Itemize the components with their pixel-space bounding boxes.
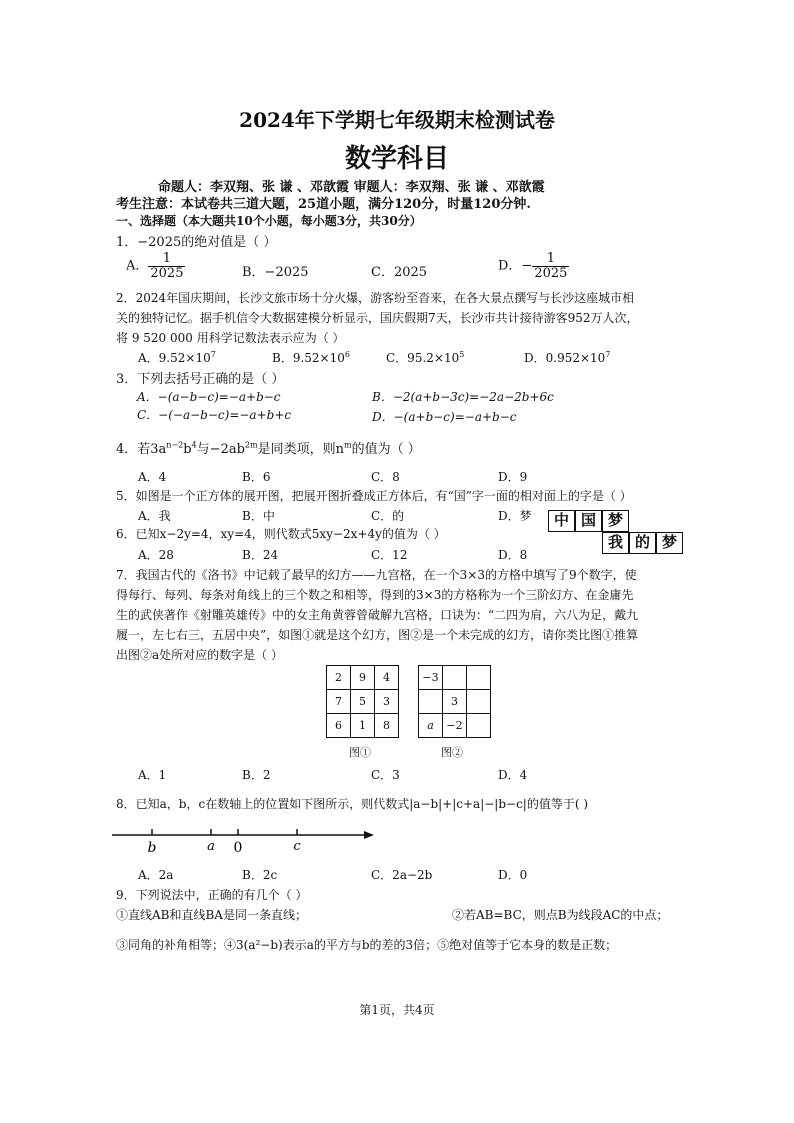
q3-option-a: A．−(a−b−c)=−a+b−c: [137, 390, 281, 404]
q2-option-a: A．$9.52\times 10^7$: [138, 350, 216, 365]
number-line: [110, 823, 380, 855]
q8-option-c: C．2a−2b: [371, 868, 433, 882]
q7-line-4: 履一，左七右三，五居中央”，如图①就是这个幻方，图②是一个未完成的幻方，请你类比图①推算: [116, 628, 639, 642]
q7-option-c: C．3: [371, 768, 400, 782]
grid2-cell: [467, 714, 491, 738]
grid1-cell: 4: [375, 666, 399, 690]
grid2-cell: [443, 666, 467, 690]
net-cell-top-3: 梦: [602, 510, 629, 532]
q7-option-a: A．1: [138, 768, 167, 782]
q1-option-d: D．− $\frac{1}{2025}$: [498, 251, 568, 281]
magic-square-figure-2: [418, 665, 491, 738]
net-cell-bottom-1: 我: [602, 532, 629, 554]
grid2-cell: [419, 690, 443, 714]
q1-option-a: A． $\frac{1}{2025}$: [126, 251, 184, 281]
grid1-cell: 8: [375, 714, 399, 738]
q2-line-2: 关的独特记忆。据手机信令大数据建模分析显示，国庆假期7天，长沙市共计接待游客952万人次，: [116, 311, 639, 325]
q9-item-3: ③同角的补角相等；④3(a²−b)表示a的平方与b的差的3倍；⑤绝对值等于它本身的数是正数；: [116, 938, 618, 952]
q2-option-d: D．$0.952\times 10^7$: [524, 350, 611, 365]
grid2-cell: 3: [443, 690, 467, 714]
section-heading: 一、选择题（本大题共10个小题，每小题3分，共30分）: [116, 214, 422, 228]
net-cell-bottom-2: 的: [629, 532, 656, 554]
q6-stem: 6．已知x−2y=4，xy=4，则代数式5xy−2x+4y的值为（ ）: [116, 527, 446, 541]
q7-line-5: 出图②a处所对应的数字是（ ）: [116, 648, 283, 662]
q4-option-c: C．8: [371, 470, 400, 484]
exam-title: 2024年下学期七年级期末检测试卷: [239, 108, 555, 132]
q4-option-a: A．4: [138, 470, 167, 484]
q8-option-d: D．0: [498, 868, 528, 882]
q1-option-b: B．−2025: [242, 265, 309, 280]
grid1-cell: 6: [327, 714, 351, 738]
q2-option-b: B．$9.52\times 10^6$: [272, 350, 350, 365]
grid1-cell: 7: [327, 690, 351, 714]
q3-option-d: D．−(a+b−c)=−a+b−c: [372, 410, 517, 424]
q4-stem: 4．若$3a^{n-2}b^4$与$-2ab^{2m}$是同类项，则$n^m$的值为（ ）: [116, 440, 421, 457]
grid1-cell: 1: [351, 714, 375, 738]
grid2-cell: a: [419, 714, 443, 738]
q7-line-3: 生的武侠著作《射雕英雄传》中的女主角黄蓉曾破解九宫格，口诀为：“二四为肩，六八为足，戴九: [116, 608, 639, 622]
q4-option-d: D．9: [498, 470, 528, 484]
q9-stem: 9．下列说法中，正确的有几个（ ）: [116, 888, 308, 902]
grid1-cell: 2: [327, 666, 351, 690]
grid2-cell: [467, 666, 491, 690]
label-zero: 0: [233, 840, 243, 855]
q4-option-b: B．6: [242, 470, 271, 484]
q2-line-1: 2．2024年国庆期间，长沙文旅市场十分火爆，游客纷至沓来，在各大景点撰写与长沙这座城市相: [116, 291, 635, 305]
q1-stem: 1．−2025的绝对值是（ ）: [116, 235, 277, 250]
q8-option-b: B．2c: [242, 868, 278, 882]
number-line-arrow: [364, 831, 374, 839]
grid1-cell: 5: [351, 690, 375, 714]
q2-line-3: 将 9 520 000 用科学记数法表示应为（ ）: [116, 331, 345, 345]
magic-square-figure-1: [326, 665, 399, 738]
net-cell-top-1: 中: [548, 510, 575, 532]
subject-title: 数学科目: [344, 144, 449, 174]
page-number: 第1页，共4页: [359, 1003, 435, 1017]
q5-option-c: C．的: [371, 509, 405, 523]
q5-option-d: D．梦: [498, 509, 532, 523]
figure-1-label: 图①: [349, 746, 371, 759]
q5-option-b: B．中: [242, 509, 275, 523]
q8-option-a: A．2a: [138, 868, 174, 882]
q7-option-d: D．4: [498, 768, 528, 782]
net-cell-bottom-3: 梦: [656, 532, 683, 554]
q3-stem: 3．下列去括号正确的是（ ）: [116, 372, 285, 387]
q2-option-c: C．$95.2\times 10^5$: [386, 350, 465, 365]
q6-option-b: B．24: [242, 548, 279, 562]
q6-option-c: C．12: [371, 548, 408, 562]
q1-option-c: C．2025: [371, 265, 428, 280]
grid2-cell: −2: [443, 714, 467, 738]
label-c: c: [293, 839, 301, 854]
q7-option-b: B．2: [242, 768, 271, 782]
grid1-cell: 9: [351, 666, 375, 690]
exam-notice: 考生注意：本试卷共三道大题，25道小题，满分120分，时量120分钟.: [116, 197, 531, 212]
q3-option-b: B．−2(a+b−3c)=−2a−2b+6c: [372, 390, 554, 404]
q9-item-2: ②若AB=BC，则点B为线段AC的中点；: [452, 908, 669, 922]
label-a: a: [207, 839, 215, 854]
q9-item-1: ①直线AB和直线BA是同一条直线；: [116, 908, 307, 922]
q8-stem: 8．已知a，b，c在数轴上的位置如下图所示，则代数式|a−b|+|c+a|−|b−c|的值等于( ): [116, 797, 589, 811]
q6-option-a: A．28: [138, 548, 174, 562]
q3-option-c: C．−(−a−b−c)=−a+b+c: [137, 408, 292, 422]
figure-2-label: 图②: [441, 746, 463, 759]
grid2-cell: [467, 690, 491, 714]
grid1-cell: 3: [375, 690, 399, 714]
authors-line: 命题人：李双翔、张 谦 、邓歆霞 审题人：李双翔、张 谦 、邓歆霞: [158, 180, 545, 195]
q6-option-d: D．8: [498, 548, 528, 562]
q7-line-2: 得每行、每列、每条对角线上的三个数之和相等，得到的3×3的方格称为一个三阶幻方、在金庸先: [116, 588, 634, 602]
grid2-cell: −3: [419, 666, 443, 690]
q5-option-a: A．我: [138, 509, 171, 523]
q5-stem: 5．如图是一个正方体的展开图，把展开图折叠成正方体后，有“国”字一面的相对面上的字是（ ）: [116, 489, 632, 503]
label-b: b: [147, 840, 157, 855]
net-cell-top-2: 国: [575, 510, 602, 532]
q7-line-1: 7．我国古代的《洛书》中记载了最早的幻方——九宫格，在一个3×3的方格中填写了9个数字，使: [116, 568, 637, 582]
